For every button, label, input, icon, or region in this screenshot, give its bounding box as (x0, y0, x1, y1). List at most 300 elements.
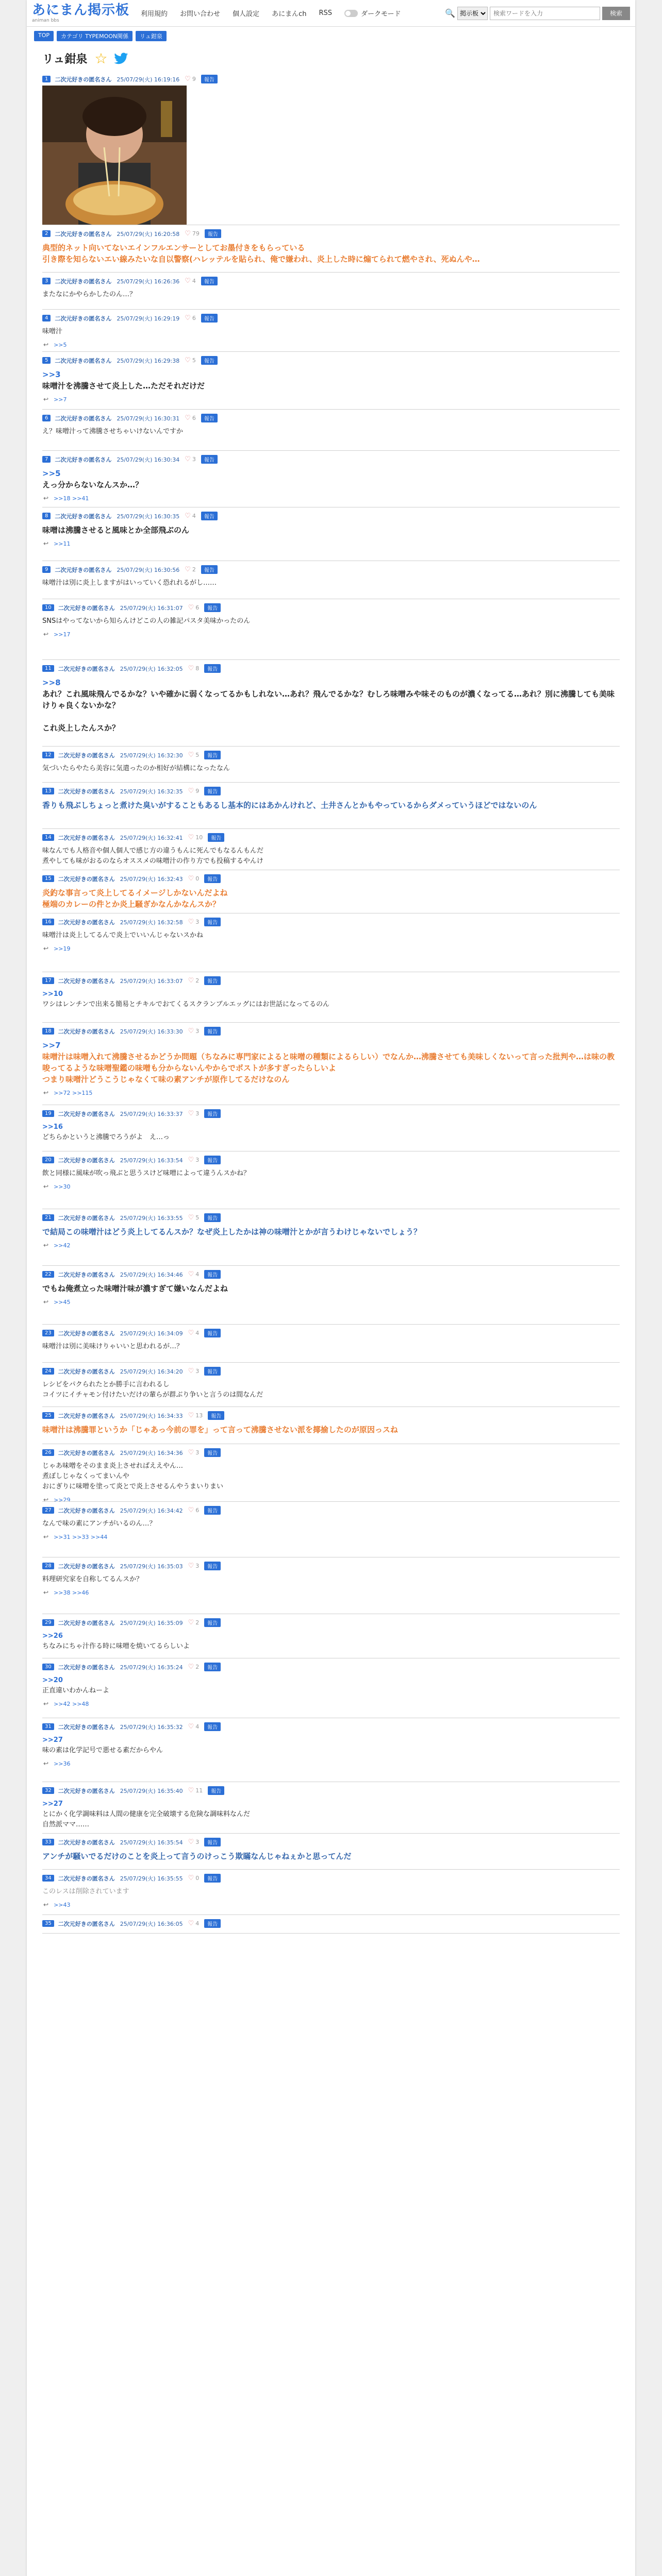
post-text: 気づいたらやたら美容に気遣ったのか相好が結構になったなん (42, 765, 230, 772)
nav-contact[interactable]: お問い合わせ (180, 10, 221, 18)
replies-link[interactable]: >>42 >>48 (54, 1700, 89, 1707)
nav-animanch[interactable]: あにまんch (272, 10, 307, 18)
search-bar (445, 7, 630, 20)
post-author: 二次元好きの匿名さん (58, 834, 115, 841)
post-meta (42, 451, 620, 464)
like-count: 6 (192, 415, 196, 421)
post-number[interactable]: 24 (42, 1368, 54, 1375)
report-button[interactable]: 報告 (201, 414, 218, 422)
like-count: 3 (192, 456, 196, 463)
replies-link[interactable]: >>31 >>33 >>44 (54, 1533, 108, 1540)
post-body (42, 574, 620, 590)
report-button[interactable]: 報告 (201, 75, 218, 83)
like-count: 5 (195, 1214, 200, 1221)
post-meta (42, 1834, 620, 1846)
replies-link[interactable]: >>30 (54, 1183, 71, 1190)
like-icon[interactable]: ♡ (188, 665, 194, 672)
report-button[interactable]: 報告 (204, 751, 221, 759)
reply-anchor-link[interactable]: >>7 (42, 1041, 61, 1050)
reply-icon[interactable]: ↩ (43, 1589, 49, 1596)
post-meta (42, 1363, 620, 1376)
post-item (42, 310, 620, 352)
report-button[interactable]: 報告 (204, 1618, 221, 1627)
like-icon[interactable]: ♡ (185, 455, 191, 463)
like-icon[interactable]: ♡ (185, 314, 191, 322)
post-number[interactable]: 2 (42, 230, 51, 237)
logo-text[interactable]: あにまん掲示板 (32, 2, 130, 18)
reply-icon[interactable]: ↩ (43, 540, 49, 547)
post-body (42, 520, 620, 538)
like-icon[interactable]: ♡ (188, 1214, 194, 1222)
report-button[interactable]: 報告 (204, 1367, 221, 1376)
like-count: 6 (195, 1507, 200, 1514)
post-text: あれ？これ風味飛んでるかな？いや確かに弱くなってるかもしれない…あれ？飛んでるかな？むしろ味噌みや味そのものが濃くなってる…あれ？別に沸騰しても美味けりゃ良くないかな？ これ炎上したんスか？ (42, 689, 615, 733)
post-meta (42, 1266, 620, 1279)
report-button[interactable]: 報告 (204, 1156, 221, 1164)
post-author: 二次元好きの匿名さん (58, 1723, 115, 1731)
post-item (42, 783, 620, 829)
favorite-star-icon[interactable]: ☆ (94, 49, 108, 67)
post-number[interactable]: 12 (42, 752, 54, 758)
reply-icon[interactable]: ↩ (43, 1089, 49, 1096)
post-text: このレスは削除されています (42, 1888, 129, 1895)
like-icon[interactable]: ♡ (185, 230, 191, 238)
like-icon[interactable]: ♡ (188, 1723, 194, 1731)
like-count: 3 (195, 919, 200, 925)
post-body (42, 1515, 620, 1531)
reply-icon[interactable]: ↩ (43, 945, 49, 952)
post-body (42, 1795, 620, 1832)
replies-link[interactable]: >>17 (54, 631, 71, 638)
post-body (42, 422, 620, 439)
report-button[interactable]: 報告 (204, 1270, 221, 1279)
replies-link[interactable]: >>19 (54, 945, 71, 952)
like-count: 8 (195, 665, 200, 672)
report-button[interactable]: 報告 (204, 1874, 221, 1883)
post-date: 25/07/29(火) 16:33:54 (120, 1157, 183, 1164)
post-meta (42, 1023, 620, 1036)
like-icon[interactable]: ♡ (188, 751, 194, 759)
post-date: 25/07/29(火) 16:20:58 (117, 230, 180, 238)
post-text: 味噌汁 (42, 328, 63, 335)
post-number[interactable]: 7 (42, 456, 51, 463)
post-item (42, 599, 620, 660)
report-button[interactable]: 報告 (201, 356, 218, 365)
like-icon[interactable]: ♡ (185, 277, 191, 285)
post-date: 25/07/29(火) 16:32:58 (120, 919, 183, 926)
post-item (42, 1325, 620, 1363)
reply-anchor-link[interactable]: >>3 (42, 370, 61, 379)
post-number[interactable]: 15 (42, 875, 54, 882)
post-date: 25/07/29(火) 16:30:56 (117, 566, 180, 573)
post-body (42, 1118, 620, 1145)
post-author: 二次元好きの匿名さん (58, 604, 115, 612)
search-input[interactable] (490, 7, 600, 20)
like-count: 0 (195, 875, 200, 882)
like-count: 4 (195, 1330, 200, 1336)
post-body (42, 1164, 620, 1181)
post-number[interactable]: 30 (42, 1664, 54, 1670)
post-text: で結局この味噌汁はどう炎上してるんスか？なぜ炎上したかは神の味噌汁とかが言うわけじゃないでしょう？ (42, 1227, 422, 1236)
replies-link[interactable]: >>18 >>41 (54, 495, 89, 502)
report-button[interactable]: 報告 (204, 874, 221, 883)
breadcrumb-top[interactable]: TOP (34, 31, 54, 41)
like-count: 4 (195, 1723, 200, 1730)
post-item (42, 1614, 620, 1658)
report-button[interactable]: 報告 (204, 1213, 221, 1222)
post-text: SNSはやってないから知らんけどこの人の雑記パスタ美味かったのん (42, 617, 251, 625)
post-date: 25/07/29(火) 16:26:36 (117, 278, 180, 285)
post-meta (42, 1407, 620, 1420)
post-number[interactable]: 21 (42, 1214, 54, 1221)
nav-settings[interactable]: 個人設定 (233, 10, 260, 18)
post-item (42, 1557, 620, 1614)
reply-anchor-link[interactable]: >>8 (42, 678, 61, 687)
report-button[interactable]: 報告 (208, 833, 224, 842)
replies-link[interactable]: >>42 (54, 1242, 71, 1249)
report-button[interactable]: 報告 (204, 1663, 221, 1671)
report-button[interactable]: 報告 (204, 1027, 221, 1036)
post-author: 二次元好きの匿名さん (58, 1271, 115, 1278)
breadcrumb-thread[interactable]: リュ鉗泉 (136, 31, 167, 41)
toggle-switch[interactable] (344, 10, 358, 17)
like-icon[interactable]: ♡ (188, 1329, 194, 1337)
post-body (42, 612, 620, 629)
reply-icon[interactable]: ↩ (43, 1242, 49, 1249)
post-author: 二次元好きの匿名さん (58, 1028, 115, 1035)
like-icon[interactable]: ♡ (185, 566, 191, 573)
search-button[interactable]: 検索 (602, 7, 630, 20)
like-icon[interactable]: ♡ (185, 414, 191, 422)
post-item (42, 225, 620, 273)
post-footer (42, 394, 620, 406)
replies-link[interactable]: >>36 (54, 1760, 71, 1767)
post-item (42, 1658, 620, 1718)
like-icon[interactable]: ♡ (188, 977, 194, 985)
like-icon[interactable]: ♡ (188, 1874, 194, 1882)
reply-icon[interactable]: ↩ (43, 1183, 49, 1190)
like-icon[interactable]: ♡ (188, 918, 194, 926)
reply-anchor-link[interactable]: >>27 (42, 1800, 63, 1808)
like-icon[interactable]: ♡ (188, 1920, 194, 1927)
post-text: 炎釣な事言って炎上してるイメージしかないんだよね 極端のカレーの件とか炎上騒ぎかなんかなんスか？ (42, 888, 228, 909)
report-button[interactable]: 報告 (204, 1919, 221, 1928)
like-icon[interactable]: ♡ (185, 357, 191, 364)
post-text: 味なんでも人格音や個人個人で感じ方の違うもんに死んでもなるんもんだ 煮やしても味がおるのならオススメの味噌汁の作り方でも投稿するやんけ (42, 847, 264, 865)
post-number[interactable]: 33 (42, 1839, 54, 1845)
reply-anchor-link[interactable]: >>26 (42, 1632, 63, 1640)
post-number[interactable]: 4 (42, 315, 51, 321)
replies-link[interactable]: >>43 (54, 1901, 71, 1908)
post-text: なんで味の素にアンチがいるのん…？ (42, 1520, 156, 1528)
replies-link[interactable]: >>7 (54, 396, 67, 403)
like-icon[interactable]: ♡ (185, 75, 191, 83)
post-author: 二次元好きの匿名さん (58, 1449, 115, 1456)
post-number[interactable]: 28 (42, 1563, 54, 1569)
like-count: 10 (195, 834, 203, 841)
post-number[interactable]: 34 (42, 1875, 54, 1882)
post-number[interactable]: 11 (42, 665, 54, 672)
post-number[interactable]: 31 (42, 1723, 54, 1730)
post-number[interactable]: 20 (42, 1157, 54, 1163)
post-number[interactable]: 23 (42, 1330, 54, 1336)
post-body (42, 285, 620, 302)
dark-mode-toggle[interactable] (344, 8, 401, 18)
post-meta (42, 1209, 620, 1222)
post-meta (42, 310, 620, 323)
post-author: 二次元好きの匿名さん (55, 513, 112, 520)
report-button[interactable]: 報告 (201, 565, 218, 574)
like-icon[interactable]: ♡ (188, 1027, 194, 1035)
post-author: 二次元好きの匿名さん (55, 230, 112, 238)
like-icon[interactable]: ♡ (188, 1562, 194, 1570)
post-footer (42, 1240, 620, 1252)
like-icon[interactable]: ♡ (188, 1367, 194, 1375)
post-author: 二次元好きの匿名さん (58, 1214, 115, 1222)
reply-icon[interactable]: ↩ (43, 1760, 49, 1767)
report-button[interactable]: 報告 (204, 603, 221, 612)
post-date: 25/07/29(火) 16:32:35 (120, 788, 183, 795)
report-button[interactable]: 報告 (204, 976, 221, 985)
post-number[interactable]: 17 (42, 977, 54, 984)
post-text: でもね俺煮立った味噌汁味が濃すぎて嫌いなんだよね (42, 1284, 228, 1293)
reply-anchor-link[interactable]: >>5 (42, 469, 61, 478)
post-number[interactable]: 25 (42, 1412, 54, 1419)
like-icon[interactable]: ♡ (188, 1412, 194, 1419)
post-number[interactable]: 27 (42, 1507, 54, 1514)
post-body (42, 1731, 620, 1758)
report-button[interactable]: 報告 (205, 229, 221, 238)
post-footer (42, 1087, 620, 1099)
replies-link[interactable]: >>45 (54, 1298, 71, 1306)
report-button[interactable]: 報告 (201, 512, 218, 520)
reply-icon[interactable]: ↩ (43, 495, 49, 502)
post-text: 典型的ネット向いてないエインフルエンサーとしてお墨付きをもらっている 引き際を知らないエい線みたいな自以警察(ハレッテルを貼られ、俺で嫌われ、炎上した時に煽てられて燃やされ、死ぬんや… (42, 243, 480, 264)
post-body (42, 464, 620, 493)
post-text: え？味噌汁って沸騰させちゃいけないんですか (42, 428, 184, 435)
reply-anchor-link[interactable]: >>27 (42, 1736, 63, 1744)
site-header (27, 0, 635, 27)
post-date: 25/07/29(火) 16:35:03 (120, 1563, 183, 1570)
like-icon[interactable]: ♡ (188, 1787, 194, 1794)
like-count: 3 (195, 1368, 200, 1375)
post-body (42, 238, 620, 267)
nav-rss[interactable]: RSS (319, 9, 332, 17)
post-author: 二次元好きの匿名さん (58, 1875, 115, 1882)
post-item (42, 1209, 620, 1266)
post-footer (42, 1698, 620, 1710)
report-button[interactable]: 報告 (204, 1329, 221, 1337)
like-icon[interactable]: ♡ (188, 834, 194, 841)
reply-anchor-link[interactable]: >>20 (42, 1676, 63, 1684)
post-item (42, 1444, 620, 1502)
like-icon[interactable]: ♡ (188, 1663, 194, 1671)
reply-icon[interactable]: ↩ (43, 1533, 49, 1540)
replies-link[interactable]: >>29 (54, 1496, 71, 1502)
search-scope-select[interactable] (457, 7, 488, 20)
like-icon[interactable]: ♡ (188, 1449, 194, 1456)
post-body (42, 1222, 620, 1240)
post-list (27, 71, 635, 1934)
post-item (42, 829, 620, 870)
post-number[interactable]: 10 (42, 604, 54, 611)
logo-subtext: animan bbs (32, 18, 59, 23)
post-meta (42, 1782, 620, 1795)
post-image[interactable] (42, 86, 187, 225)
reply-anchor-link[interactable]: >>10 (42, 990, 63, 998)
post-number[interactable]: 13 (42, 788, 54, 794)
replies-link[interactable]: >>5 (54, 341, 67, 348)
post-meta (42, 870, 620, 883)
post-body (42, 1928, 620, 1934)
like-icon[interactable]: ♡ (188, 1506, 194, 1514)
post-item (42, 410, 620, 451)
like-icon[interactable]: ♡ (188, 1156, 194, 1164)
post-number[interactable]: 3 (42, 278, 51, 284)
dark-mode-label: ダークモード (361, 10, 401, 18)
post-number[interactable]: 6 (42, 415, 51, 421)
post-author: 二次元好きの匿名さん (55, 357, 112, 364)
reply-icon[interactable]: ↩ (43, 1901, 49, 1908)
like-icon[interactable]: ♡ (188, 1619, 194, 1626)
like-count: 2 (195, 977, 200, 984)
post-body (42, 323, 620, 339)
post-footer (42, 538, 620, 550)
like-count: 13 (195, 1412, 203, 1419)
post-footer (42, 943, 620, 955)
report-button[interactable]: 報告 (204, 1506, 221, 1515)
post-number[interactable]: 29 (42, 1619, 54, 1626)
report-button[interactable]: 報告 (201, 314, 218, 323)
like-icon[interactable]: ♡ (188, 1110, 194, 1117)
post-number[interactable]: 5 (42, 357, 51, 364)
post-item (42, 1915, 620, 1934)
post-author: 二次元好きの匿名さん (58, 1157, 115, 1164)
post-author: 二次元好きの匿名さん (58, 1664, 115, 1671)
post-number[interactable]: 26 (42, 1449, 54, 1456)
post-meta (42, 747, 620, 759)
report-button[interactable]: 報告 (204, 1109, 221, 1118)
search-icon: 🔍 (445, 8, 455, 18)
post-number[interactable]: 14 (42, 834, 54, 841)
post-meta (42, 225, 620, 238)
post-number[interactable]: 22 (42, 1271, 54, 1278)
post-number[interactable]: 16 (42, 919, 54, 925)
reply-icon[interactable]: ↩ (43, 1700, 49, 1707)
post-date: 25/07/29(火) 16:34:42 (120, 1507, 183, 1514)
report-button[interactable]: 報告 (208, 1411, 224, 1420)
report-button[interactable]: 報告 (204, 1722, 221, 1731)
like-count: 3 (195, 1839, 200, 1845)
post-author: 二次元好きの匿名さん (55, 278, 112, 285)
post-number[interactable]: 9 (42, 566, 51, 573)
post-author: 二次元好きの匿名さん (58, 1563, 115, 1570)
post-number[interactable]: 1 (42, 76, 51, 82)
like-icon[interactable]: ♡ (188, 1270, 194, 1278)
post-item (42, 1870, 620, 1915)
post-body (42, 759, 620, 776)
like-icon[interactable]: ♡ (188, 787, 194, 795)
replies-link[interactable]: >>11 (54, 540, 71, 547)
post-text: とにかく化学調味料は人間の健康を完全破壊する危険な調味料なんだ 自然派ママ…… (42, 1810, 251, 1828)
report-button[interactable]: 報告 (201, 277, 218, 285)
report-button[interactable]: 報告 (204, 918, 221, 926)
post-date: 25/07/29(火) 16:35:24 (120, 1664, 183, 1671)
report-button[interactable]: 報告 (204, 787, 221, 795)
replies-link[interactable]: >>38 >>46 (54, 1589, 89, 1596)
like-count: 3 (195, 1449, 200, 1456)
post-text: 味噌汁は味噌入れて沸騰させるかどうか問題（ちなみに専門家によると味噌の種類によるらしい）でなんか…沸騰させても美味しくないって言った批判や…は味の教唆ってるような味噌聖鑑の味噌も分からないんやからでポストが多すぎったらしいよ つまり味噌汁どうこうじゃなくて味の素アンチが原作してるだけなのん (42, 1052, 615, 1084)
post-body (42, 1036, 620, 1087)
reply-icon[interactable]: ↩ (43, 631, 49, 638)
post-date: 25/07/29(火) 16:32:41 (120, 834, 183, 841)
report-button[interactable]: 報告 (204, 664, 221, 673)
reply-icon[interactable]: ↩ (43, 1496, 49, 1502)
breadcrumb-category[interactable]: カテゴリ TYPEMOON関係 (57, 31, 133, 41)
post-author: 二次元好きの匿名さん (58, 919, 115, 926)
report-button[interactable]: 報告 (208, 1786, 224, 1795)
twitter-share-icon[interactable] (113, 53, 129, 65)
like-icon[interactable]: ♡ (188, 604, 194, 612)
nav-terms[interactable]: 利用規約 (141, 10, 168, 18)
report-button[interactable]: 報告 (204, 1838, 221, 1846)
post-item (42, 870, 620, 913)
post-date: 25/07/29(火) 16:35:55 (120, 1875, 183, 1882)
post-author: 二次元好きの匿名さん (58, 1110, 115, 1117)
reply-icon[interactable]: ↩ (43, 396, 49, 403)
like-icon[interactable]: ♡ (185, 512, 191, 520)
post-item (42, 1502, 620, 1557)
post-author: 二次元好きの匿名さん (58, 875, 115, 883)
post-number[interactable]: 19 (42, 1110, 54, 1117)
reply-anchor-link[interactable]: >>16 (42, 1123, 63, 1131)
replies-link[interactable]: >>72 >>115 (54, 1089, 93, 1096)
post-number[interactable]: 18 (42, 1028, 54, 1035)
post-date: 25/07/29(火) 16:29:38 (117, 357, 180, 364)
post-body (42, 1376, 620, 1402)
post-number[interactable]: 35 (42, 1920, 54, 1927)
post-body (42, 1883, 620, 1899)
post-text: 飲と同様に風味が吹っ飛ぶと思うスけど味噌によって違うんスかね？ (42, 1170, 251, 1177)
report-button[interactable]: 報告 (204, 1562, 221, 1570)
post-body (42, 883, 620, 912)
like-count: 2 (192, 566, 196, 573)
post-meta (42, 829, 620, 842)
site-logo[interactable] (32, 3, 129, 24)
like-count: 4 (195, 1920, 200, 1927)
like-count: 3 (195, 1110, 200, 1117)
post-meta (42, 1325, 620, 1337)
post-item (42, 1105, 620, 1151)
report-button[interactable]: 報告 (204, 1448, 221, 1457)
like-count: 4 (192, 513, 196, 519)
post-date: 25/07/29(火) 16:34:36 (120, 1449, 183, 1456)
report-button[interactable]: 報告 (201, 455, 218, 464)
post-author: 二次元好きの匿名さん (58, 1330, 115, 1337)
post-item (42, 1266, 620, 1325)
reply-icon[interactable]: ↩ (43, 341, 49, 348)
like-icon[interactable]: ♡ (188, 1838, 194, 1846)
like-count: 0 (195, 1875, 200, 1882)
post-date: 25/07/29(火) 16:34:46 (120, 1271, 183, 1278)
post-number[interactable]: 32 (42, 1787, 54, 1794)
post-number[interactable]: 8 (42, 513, 51, 519)
post-text: 味噌汁は別に炎上しますがはいっていく恐れれるがし…… (42, 579, 217, 587)
post-date: 25/07/29(火) 16:35:40 (120, 1787, 183, 1794)
reply-icon[interactable]: ↩ (43, 1298, 49, 1306)
post-item (42, 71, 620, 225)
like-icon[interactable]: ♡ (188, 875, 194, 883)
